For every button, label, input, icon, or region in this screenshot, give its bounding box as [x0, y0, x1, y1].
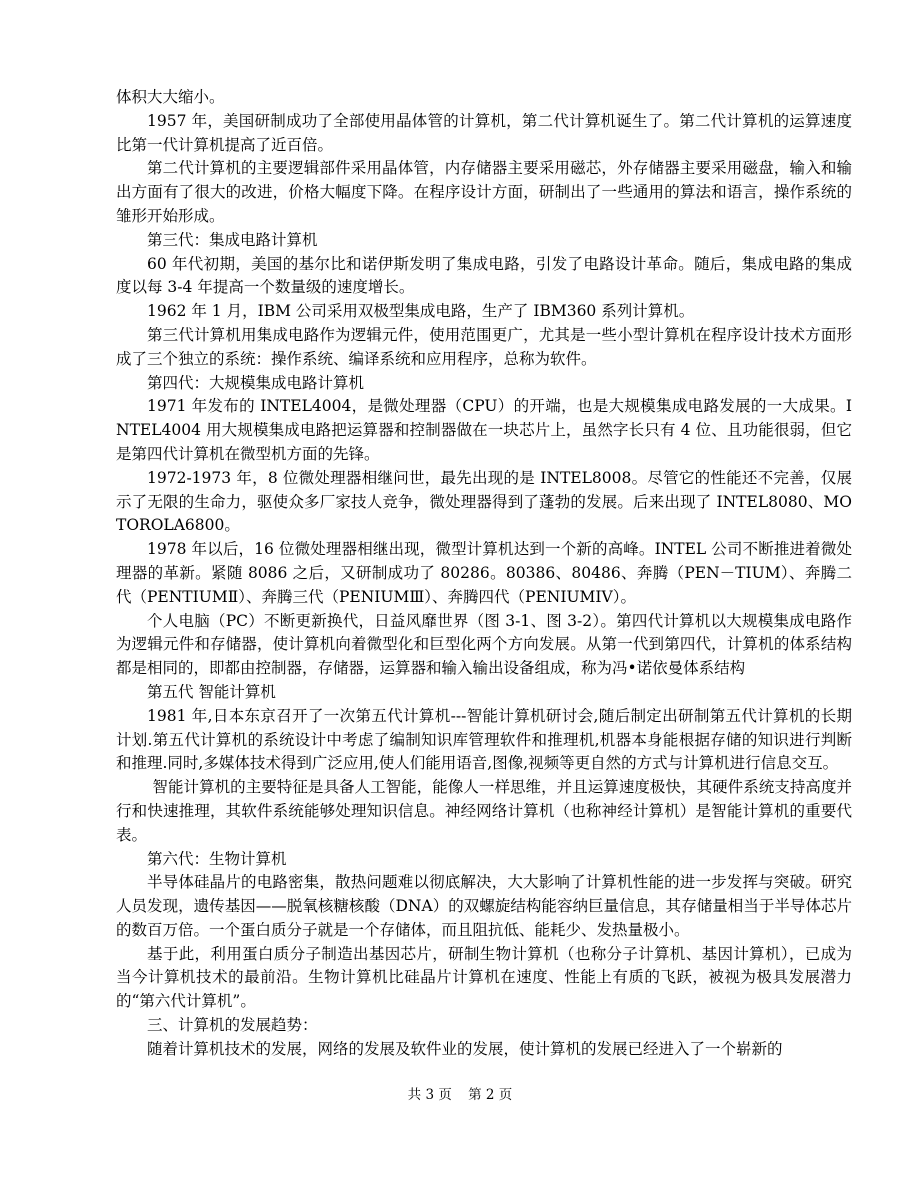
section-heading: 第三代：集成电路计算机: [147, 230, 318, 249]
paragraph: 1962 年 1 月，IBM 公司采用双极型集成电路，生产了 IBM360 系列计算机。: [147, 302, 695, 321]
section-heading: 第六代：生物计算机: [147, 849, 287, 868]
paragraph: 1981 年,日本东京召开了一次第五代计算机---智能计算机研讨会,随后制定出研制第五代计算机的长期计划.第五代计算机的系统设计中考虑了编制知识库管理软件和推理机,机器本身能根据存储的知识进行判断和推理.同时,多媒体技术得到广泛应用,使人们能用语音,图像,视频等更自然的方式与计算机进行信息交互。: [116, 706, 852, 773]
paragraph: 体积大大缩小。: [116, 88, 225, 106]
paragraph: 第三代计算机用集成电路作为逻辑元件，使用范围更广，尤其是一些小型计算机在程序设计技术方面形成了三个独立的系统：操作系统、编译系统和应用程序，总称为软件。: [116, 325, 852, 368]
page-footer: [0, 1086, 920, 1104]
section-heading: 第四代：大规模集成电路计算机: [147, 373, 365, 392]
document-body: [116, 86, 852, 1062]
paragraph: 半导体硅晶片的电路密集，散热问题难以彻底解决，大大影响了计算机性能的进一步发挥与突破。研究人员发现，遗传基因——脱氧核糖核酸（DNA）的双螺旋结构能容纳巨量信息，其存储量相当于半导体芯片的数百万倍。一个蛋白质分子就是一个存储体，而且阻抗低、能耗少、发热量极小。: [116, 873, 852, 939]
paragraph: 个人电脑（PC）不断更新换代，日益风靡世界（图 3-1、图 3-2）。第四代计算机以大规模集成电路作为逻辑元件和存储器，使计算机向着微型化和巨型化两个方向发展。从第一代到第四代，计算机的体系结构都是相同的，即都由控制器，存储器，运算器和输入输出设备组成，称为冯•诺依曼体系结构: [116, 611, 852, 678]
paragraph: 1971 年发布的 INTEL4004，是微处理器（CPU）的开端，也是大规模集成电路发展的一大成果。INTEL4004 用大规模集成电路把运算器和控制器做在一块芯片上，虽然字长只有 4 位、且功能很弱，但它是第四代计算机在微型机方面的先锋。: [116, 397, 852, 463]
paragraph: 60 年代初期，美国的基尔比和诺伊斯发明了集成电路，引发了电路设计革命。随后，集成电路的集成度以每 3-4 年提高一个数量级的速度增长。: [116, 254, 852, 297]
paragraph: 1957 年，美国研制成功了全部使用晶体管的计算机，第二代计算机诞生了。第二代计算机的运算速度比第一代计算机提高了近百倍。: [116, 111, 852, 154]
paragraph: 第二代计算机的主要逻辑部件采用晶体管，内存储器主要采用磁芯，外存储器主要采用磁盘，输入和输出方面有了很大的改进，价格大幅度下降。在程序设计方面，研制出了一些通用的算法和语言，操作系统的雏形开始形成。: [116, 159, 852, 225]
current-page: 第 2 页: [468, 1087, 513, 1103]
paragraph: 1978 年以后，16 位微处理器相继出现，微型计算机达到一个新的高峰。INTEL 公司不断推进着微处理器的革新。紧随 8086 之后，又研制成功了 80286。80386、80486、奔腾（PEN－TIUM）、奔腾二代（PENTIUMⅡ）、奔腾三代（PENIUMⅢ）、奔腾四代（PENIUMIV）。: [116, 540, 852, 606]
total-pages: 共 3 页: [407, 1087, 452, 1103]
section-heading: 三、计算机的发展趋势：: [147, 1016, 318, 1035]
paragraph: 1972-1973 年，8 位微处理器相继问世，最先出现的是 INTEL8008。尽管它的性能还不完善，仅展示了无限的生命力，驱使众多厂家技人竞争，微处理器得到了蓬勃的发展。后来出现了 INTEL8080、MOTOROLA6800。: [116, 468, 852, 535]
paragraph: 基于此，利用蛋白质分子制造出基因芯片，研制生物计算机（也称分子计算机、基因计算机），已成为当今计算机技术的最前沿。生物计算机比硅晶片计算机在速度、性能上有质的飞跃，被视为极具发展潜力的“第六代计算机”。: [116, 944, 852, 1011]
section-heading: 第五代 智能计算机: [147, 682, 276, 701]
paragraph: 随着计算机技术的发展，网络的发展及软件业的发展，使计算机的发展已经进入了一个崭新的: [147, 1039, 783, 1058]
paragraph: 智能计算机的主要特征是具备人工智能，能像人一样思维，并且运算速度极快，其硬件系统支持高度并行和快速推理，其软件系统能够处理知识信息。神经网络计算机（也称神经计算机）是智能计算机的重要代表。: [116, 778, 852, 844]
